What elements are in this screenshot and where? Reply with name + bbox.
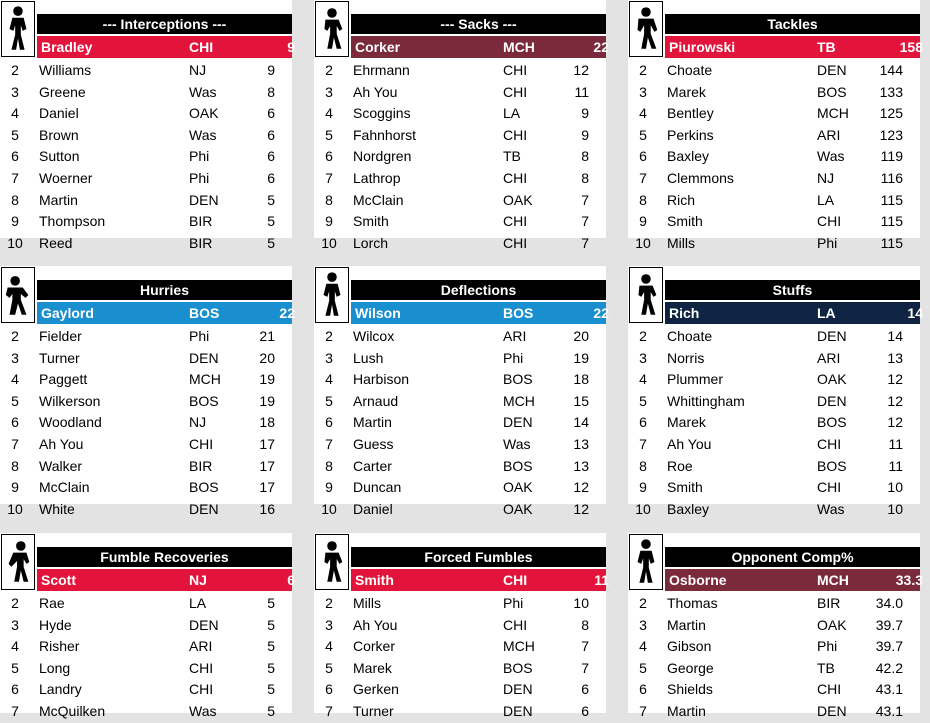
- list-item: 3 Martin OAK 39.7: [639, 616, 903, 633]
- list-item: 7 Martin DEN 43.1: [639, 702, 903, 719]
- list-item: 10 Mills Phi 115: [635, 234, 903, 251]
- player-silhouette-icon: [629, 1, 663, 57]
- player-silhouette-icon: [315, 267, 349, 323]
- list-item: 5 Perkins ARI 123: [639, 126, 903, 143]
- leader-value: 158: [899, 39, 923, 55]
- list-item: 7 Lathrop CHI 8: [325, 169, 589, 186]
- list-item: 3 Norris ARI 13: [639, 349, 903, 366]
- leader-value: 14: [907, 305, 923, 321]
- leader-name: Osborne: [669, 572, 727, 588]
- panel-tackles: [628, 0, 923, 251]
- list-item: 9 Smith CHI 10: [639, 479, 903, 496]
- leader-team: BOS: [503, 305, 534, 321]
- leader-team: CHI: [189, 39, 214, 55]
- list-item: 2 Williams NJ 9: [11, 62, 275, 78]
- panel-title: Tackles: [665, 14, 920, 34]
- leader-row: [351, 569, 609, 591]
- list-item: 6 Woodland NJ 18: [11, 414, 275, 431]
- list-item: 5 Wilkerson BOS 19: [11, 392, 275, 409]
- panel-forced-fumbles: [314, 533, 609, 719]
- stats-list: [0, 326, 292, 520]
- list-item: 4 Harbison BOS 18: [325, 371, 589, 388]
- list-item: 4 Gibson Phi 39.7: [639, 638, 903, 655]
- leader-row: [665, 36, 923, 58]
- list-item: 10 White DEN 16: [7, 500, 275, 517]
- list-item: 9 McClain BOS 17: [11, 479, 275, 496]
- leader-team: NJ: [189, 572, 207, 588]
- leader-value: 22: [593, 39, 609, 55]
- list-item: 6 Marek BOS 12: [639, 414, 903, 431]
- list-item: 2 Mills Phi 10: [325, 595, 589, 611]
- stats-list: [628, 326, 920, 520]
- leader-name: Corker: [355, 39, 401, 55]
- list-item: 2 Wilcox ARI 20: [325, 328, 589, 344]
- player-silhouette-icon: [629, 267, 663, 323]
- list-item: 9 Thompson BIR 5: [11, 213, 275, 230]
- leader-row: [665, 302, 923, 324]
- stats-list: [314, 593, 606, 723]
- list-item: 9 Smith CHI 115: [639, 213, 903, 230]
- list-item: 7 Ah You CHI 17: [11, 435, 275, 452]
- panel-opponent-comp: [628, 533, 923, 719]
- player-silhouette-icon: [1, 267, 35, 323]
- leader-name: Wilson: [355, 305, 401, 321]
- list-item: 3 Hyde DEN 5: [11, 616, 275, 633]
- list-item: 7 Ah You CHI 11: [639, 435, 903, 452]
- player-silhouette-icon: [315, 534, 349, 590]
- list-item: 4 Scoggins LA 9: [325, 105, 589, 122]
- list-item: 2 Fielder Phi 21: [11, 328, 275, 344]
- list-item: 4 Plummer OAK 12: [639, 371, 903, 388]
- leader-team: LA: [817, 305, 836, 321]
- stats-list: [314, 60, 606, 254]
- panel-title: --- Sacks ---: [351, 14, 606, 34]
- panel-interceptions: [0, 0, 295, 251]
- stats-list: [628, 60, 920, 254]
- leader-value: 11: [594, 572, 609, 588]
- list-item: 4 Paggett MCH 19: [11, 371, 275, 388]
- list-item: 2 Ehrmann CHI 12: [325, 62, 589, 78]
- list-item: 6 Sutton Phi 6: [11, 148, 275, 165]
- list-item: 10 Daniel OAK 12: [321, 500, 589, 517]
- list-item: 5 Long CHI 5: [11, 659, 275, 676]
- list-item: 8 McClain OAK 7: [325, 191, 589, 208]
- leader-value: 9: [287, 39, 295, 55]
- leader-row: [351, 302, 609, 324]
- stats-list: [628, 593, 920, 723]
- list-item: 7 Clemmons NJ 116: [639, 169, 903, 186]
- panel-fumble-recoveries: [0, 533, 295, 719]
- list-item: 3 Ah You CHI 8: [325, 616, 589, 633]
- list-item: 3 Turner DEN 20: [11, 349, 275, 366]
- leader-name: Gaylord: [41, 305, 94, 321]
- panel-title: Deflections: [351, 280, 606, 300]
- list-item: 5 George TB 42.2: [639, 659, 903, 676]
- leader-team: MCH: [503, 39, 535, 55]
- list-item: 2 Choate DEN 14: [639, 328, 903, 344]
- list-item: 5 Whittingham DEN 12: [639, 392, 903, 409]
- list-item: 4 Bentley MCH 125: [639, 105, 903, 122]
- list-item: 6 Landry CHI 5: [11, 681, 275, 698]
- list-item: 8 Walker BIR 17: [11, 457, 275, 474]
- leader-value: 22: [593, 305, 609, 321]
- stats-list: [314, 326, 606, 520]
- leader-name: Bradley: [41, 39, 93, 55]
- list-item: 5 Arnaud MCH 15: [325, 392, 589, 409]
- leader-name: Piurowski: [669, 39, 736, 55]
- panel-title: Fumble Recoveries: [37, 547, 292, 567]
- list-item: 10 Lorch CHI 7: [321, 234, 589, 251]
- list-item: 4 Corker MCH 7: [325, 638, 589, 655]
- list-item: 7 Woerner Phi 6: [11, 169, 275, 186]
- leader-value: 33.3: [895, 572, 923, 588]
- list-item: 5 Marek BOS 7: [325, 659, 589, 676]
- leader-value: 22: [279, 305, 295, 321]
- leader-row: [37, 36, 295, 58]
- panel-title: --- Interceptions ---: [37, 14, 292, 34]
- panel-title: Stuffs: [665, 280, 920, 300]
- list-item: 8 Rich LA 115: [639, 191, 903, 208]
- stats-list: [0, 593, 292, 723]
- list-item: 6 Martin DEN 14: [325, 414, 589, 431]
- list-item: 8 Martin DEN 5: [11, 191, 275, 208]
- player-silhouette-icon: [629, 534, 663, 590]
- leader-team: CHI: [503, 572, 528, 588]
- leader-team: TB: [817, 39, 836, 55]
- list-item: 6 Nordgren TB 8: [325, 148, 589, 165]
- list-item: 7 Turner DEN 6: [325, 702, 589, 719]
- list-item: 9 Smith CHI 7: [325, 213, 589, 230]
- leader-row: [351, 36, 609, 58]
- list-item: 6 Shields CHI 43.1: [639, 681, 903, 698]
- leader-row: [37, 569, 295, 591]
- list-item: 7 Guess Was 13: [325, 435, 589, 452]
- list-item: 9 Duncan OAK 12: [325, 479, 589, 496]
- panel-title: Forced Fumbles: [351, 547, 606, 567]
- list-item: 10 Baxley Was 10: [635, 500, 903, 517]
- leader-row: [37, 302, 295, 324]
- panel-title: Opponent Comp%: [665, 547, 920, 567]
- player-silhouette-icon: [1, 1, 35, 57]
- list-item: 8 Roe BOS 11: [639, 457, 903, 474]
- leader-team: MCH: [817, 572, 849, 588]
- list-item: 2 Thomas BIR 34.0: [639, 595, 903, 611]
- list-item: 8 Carter BOS 13: [325, 457, 589, 474]
- leader-team: BOS: [189, 305, 220, 321]
- list-item: 4 Daniel OAK 6: [11, 105, 275, 122]
- panel-title: Hurries: [37, 280, 292, 300]
- list-item: 2 Rae LA 5: [11, 595, 275, 611]
- panel-hurries: [0, 266, 295, 517]
- player-silhouette-icon: [315, 1, 349, 57]
- leader-name: Rich: [669, 305, 700, 321]
- leader-row: [665, 569, 923, 591]
- leader-name: Scott: [41, 572, 76, 588]
- list-item: 7 McQuilken Was 5: [11, 702, 275, 719]
- list-item: 6 Baxley Was 119: [639, 148, 903, 165]
- list-item: 3 Marek BOS 133: [639, 83, 903, 100]
- panel-stuffs: [628, 266, 923, 517]
- panel-sacks: [314, 0, 609, 251]
- list-item: 3 Greene Was 8: [11, 83, 275, 100]
- stats-list: [0, 60, 292, 254]
- list-item: 2 Choate DEN 144: [639, 62, 903, 78]
- leader-name: Smith: [355, 572, 394, 588]
- list-item: 10 Reed BIR 5: [7, 234, 275, 251]
- leader-value: 6: [287, 572, 295, 588]
- player-silhouette-icon: [1, 534, 35, 590]
- list-item: 4 Risher ARI 5: [11, 638, 275, 655]
- list-item: 3 Ah You CHI 11: [325, 83, 589, 100]
- list-item: 5 Brown Was 6: [11, 126, 275, 143]
- list-item: 6 Gerken DEN 6: [325, 681, 589, 698]
- list-item: 3 Lush Phi 19: [325, 349, 589, 366]
- panel-deflections: [314, 266, 609, 517]
- list-item: 5 Fahnhorst CHI 9: [325, 126, 589, 143]
